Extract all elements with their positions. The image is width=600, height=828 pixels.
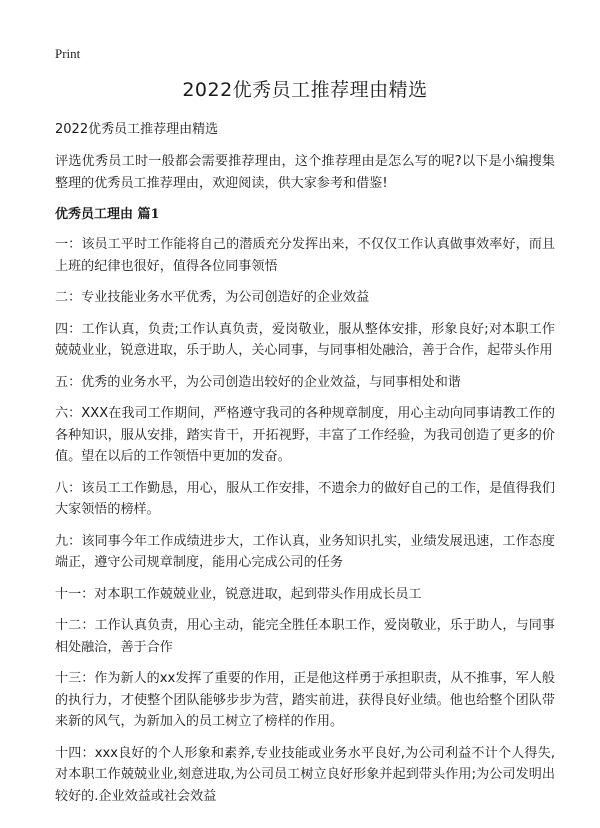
reason-paragraph-9: 九：该同事今年工作成绩进步大，工作认真，业务知识扎实，业绩发展迅速，工作态度端正，遵守公司规章制度，能用心完成公司的任务 [55,533,555,570]
reason-paragraph-1: 一：该员工平时工作能将自己的潜质充分发挥出来，不仅仅工作认真做事效率好，而且上班的纪律也很好，值得各位同事领悟 [55,237,555,274]
document-subtitle: 2022优秀员工推荐理由精选 [55,122,219,137]
document-body [55,76,555,817]
print-link[interactable]: Print [55,46,81,61]
section-heading: 优秀员工理由 篇1 [55,207,160,222]
reason-paragraph-2: 二：专业技能业务水平优秀，为公司创造好的企业效益 [55,290,370,305]
reason-paragraph-4: 四：工作认真，负责;工作认真负责，爱岗敬业，服从整体安排，形象良好;对本职工作兢兢业业，锐意进取，乐于助人，关心同事，与同事相处融洽，善于合作，起带头作用 [55,321,555,358]
reason-paragraph-8: 八：该员工工作勤恳，用心，服从工作安排，不遗余力的做好自己的工作，是值得我们大家领悟的榜样。 [55,480,555,517]
reason-paragraph-6: 六：XXX在我司工作期间，严格遵守我司的各种规章制度，用心主动向同事请教工作的各种知识，服从安排，踏实肯干，开拓视野，丰富了工作经验，为我司创造了更多的价值。望在以后的工作领悟中更加的发奋。 [55,406,555,464]
reason-paragraph-13: 十三：作为新人的xx发挥了重要的作用，正是他这样勇于承担职责，从不推事，军人般的执行力，才使整个团队能够步步为营，踏实前进，获得良好业绩。他也给整个团队带来新的风气，为新加入的员工树立了榜样的作用。 [55,671,555,729]
reason-paragraph-12: 十二：工作认真负责，用心主动，能完全胜任本职工作，爱岗敬业，乐于助人，与同事相处融洽，善于合作 [55,618,555,655]
intro-paragraph: 评选优秀员工时一般都会需要推荐理由，这个推荐理由是怎么写的呢?以下是小编搜集整理的优秀员工推荐理由，欢迎阅读，供大家参考和借鉴! [55,154,555,191]
reason-paragraph-5: 五：优秀的业务水平，为公司创造出较好的企业效益，与同事相处和谐 [55,374,461,390]
reason-paragraph-11: 十一：对本职工作兢兢业业，锐意进取，起到带头作用成长员工 [55,586,422,602]
document-title: 2022优秀员工推荐理由精选 [182,79,428,101]
reason-paragraph-14: 十四：xxx良好的个人形象和素养,专业技能或业务水平良好,为公司利益不计个人得失,对本职工作兢兢业业,刻意进取,为公司员工树立良好形象并起到带头作用;为公司发明出较好的.企业效益或社会效益 [55,745,555,804]
